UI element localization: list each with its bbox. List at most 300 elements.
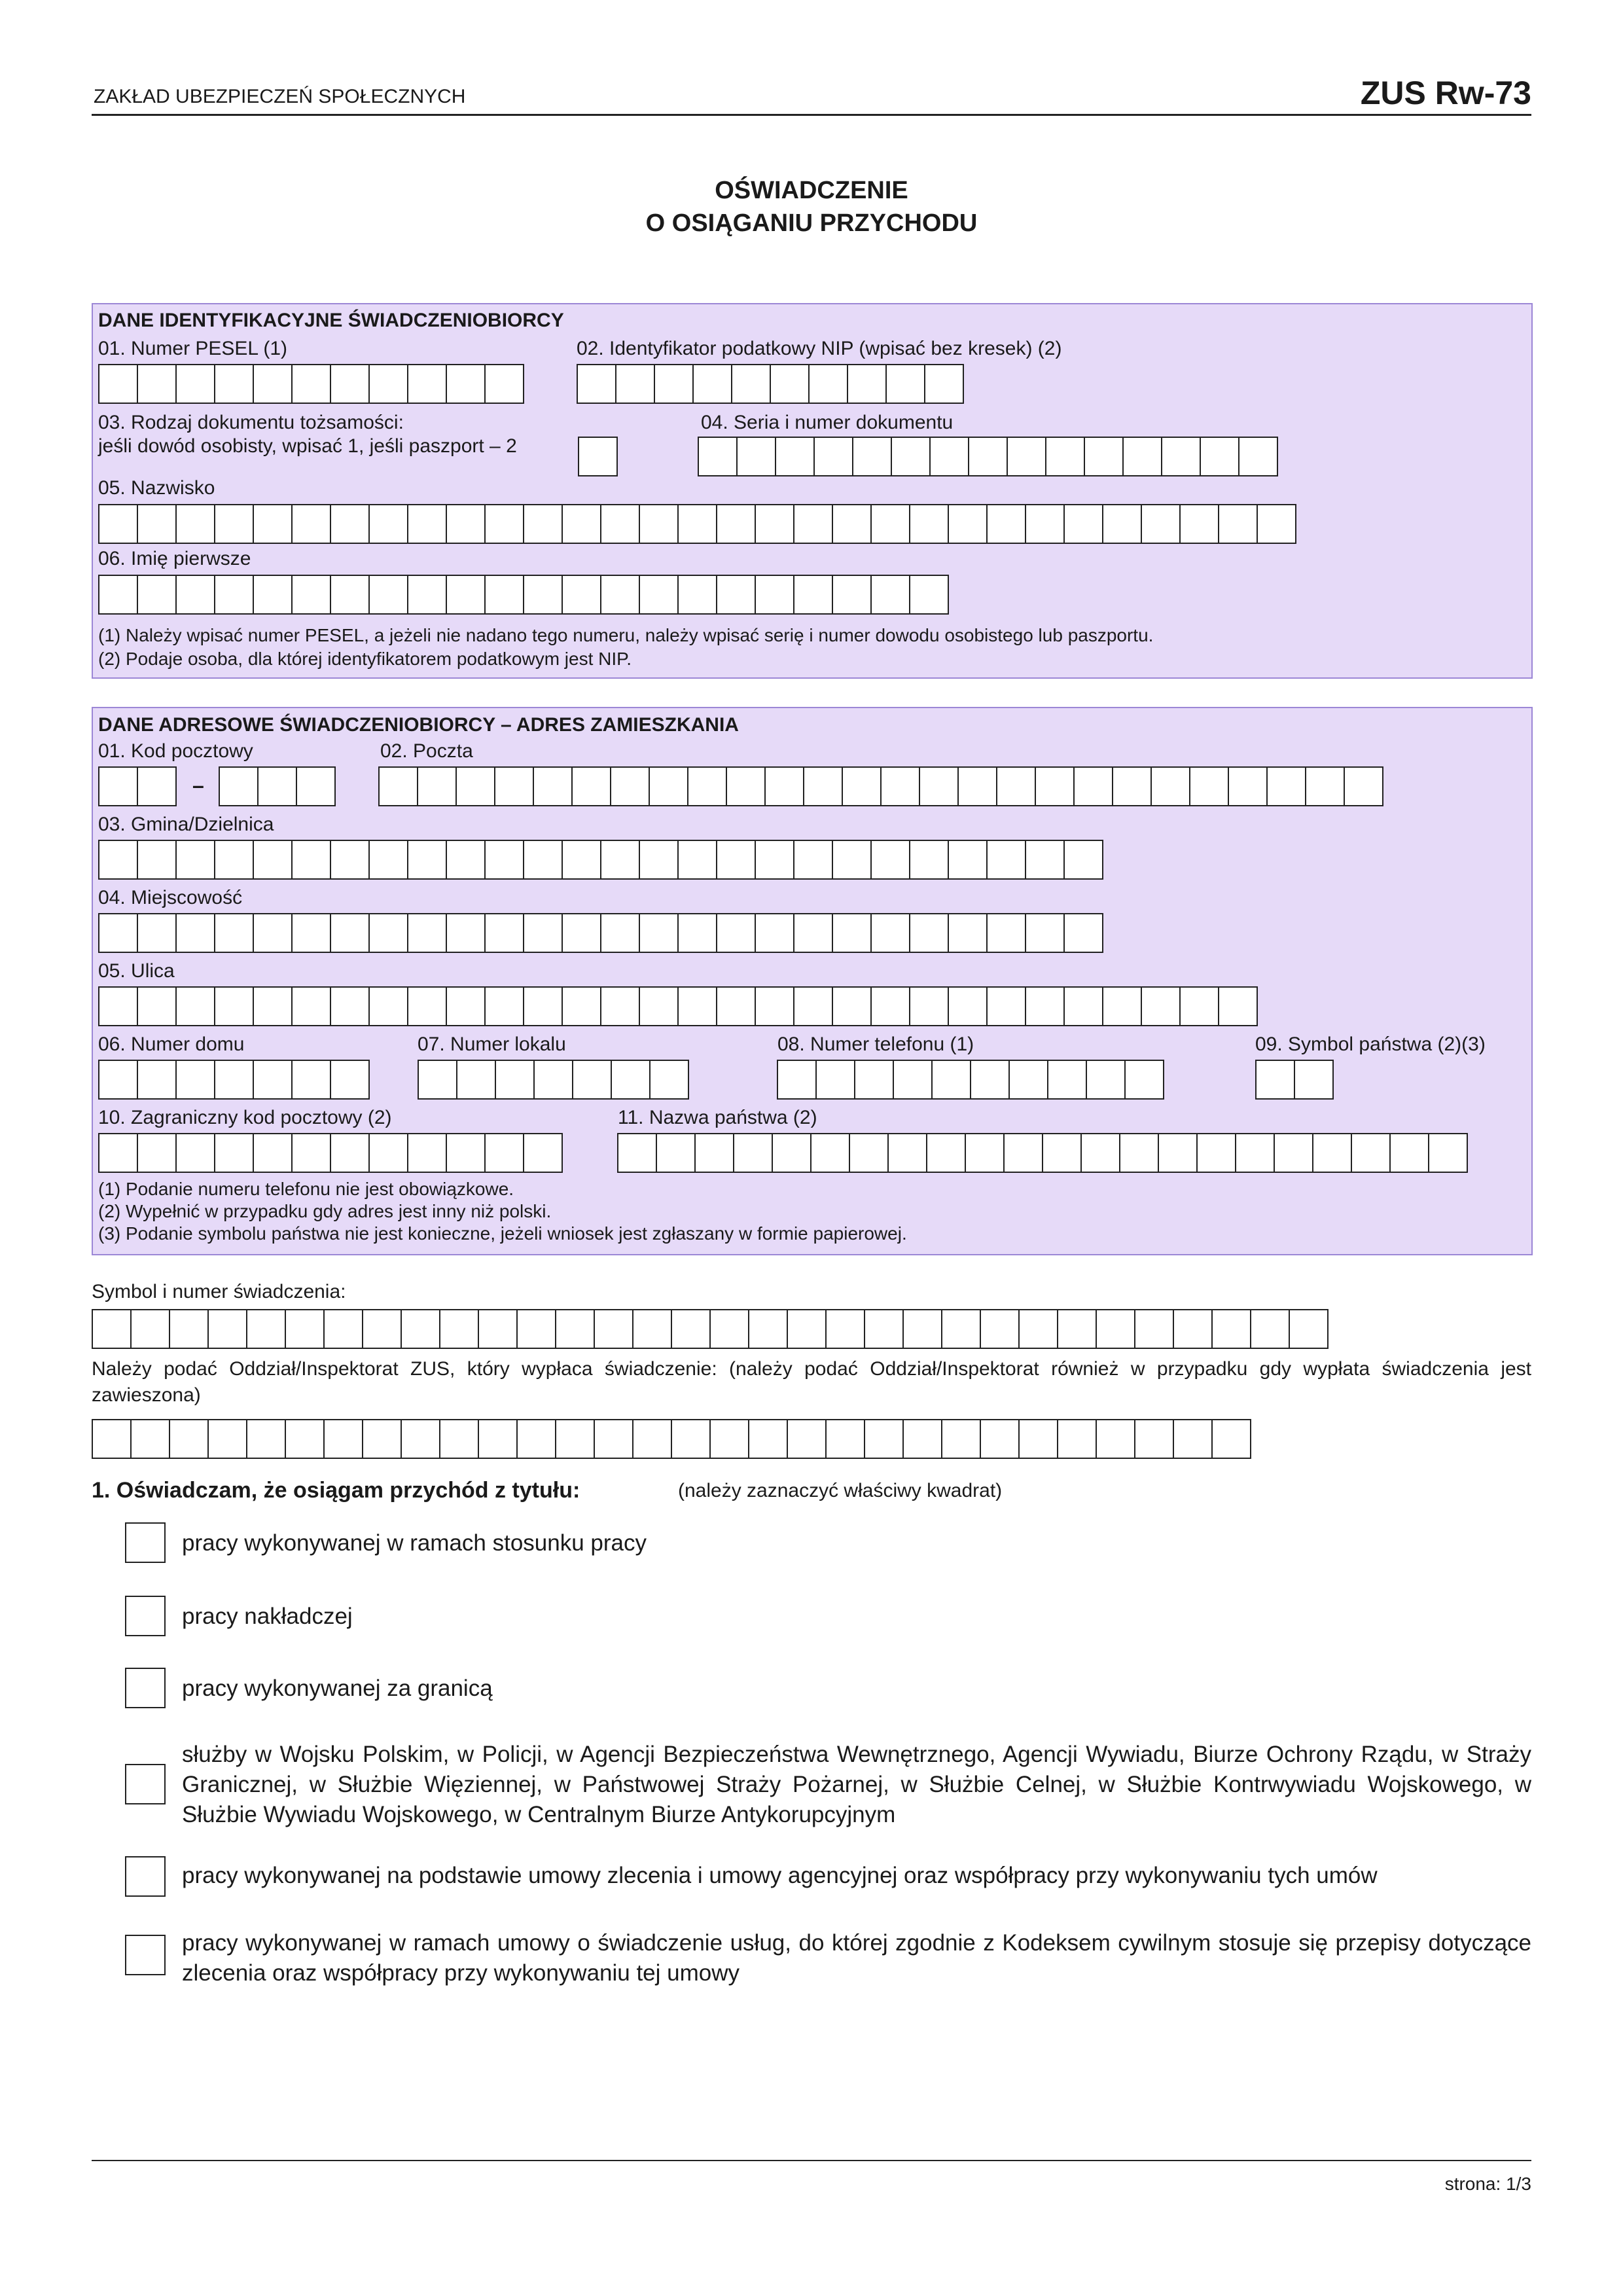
input-cell[interactable] <box>870 840 910 880</box>
input-cell[interactable] <box>755 504 794 544</box>
input-cell[interactable] <box>169 1309 209 1349</box>
input-cell[interactable] <box>793 575 833 615</box>
input-cell[interactable] <box>523 840 563 880</box>
input-cell[interactable] <box>968 437 1008 476</box>
input-cell[interactable] <box>484 364 524 404</box>
input-cell[interactable] <box>864 1309 904 1349</box>
input-cell[interactable] <box>330 986 370 1026</box>
input-cell[interactable] <box>130 1309 170 1349</box>
input-cell[interactable] <box>1389 1133 1429 1173</box>
input-cell[interactable] <box>214 1133 254 1173</box>
input-cell[interactable] <box>893 1060 933 1100</box>
input-cell[interactable] <box>864 1419 904 1459</box>
input-cell[interactable] <box>1042 1133 1082 1173</box>
input-cell[interactable] <box>1189 766 1229 806</box>
input-cell[interactable] <box>175 575 215 615</box>
input-cell[interactable] <box>330 575 370 615</box>
input-cell[interactable] <box>986 913 1026 953</box>
input-cell[interactable] <box>694 1133 734 1173</box>
input-cell[interactable] <box>803 766 843 806</box>
input-cell[interactable] <box>577 364 616 404</box>
input-cell[interactable] <box>523 986 563 1026</box>
input-cell[interactable] <box>777 1060 817 1100</box>
input-cell[interactable] <box>137 575 177 615</box>
input-cell[interactable] <box>1057 1419 1097 1459</box>
input-cell[interactable] <box>478 1419 518 1459</box>
input-cell[interactable] <box>446 913 486 953</box>
input-cell[interactable] <box>1063 986 1103 1026</box>
input-cell[interactable] <box>1003 1133 1043 1173</box>
input-cell[interactable] <box>1025 986 1065 1026</box>
input-cell[interactable] <box>98 364 138 404</box>
input-cell[interactable] <box>755 840 794 880</box>
input-cell[interactable] <box>677 840 717 880</box>
input-cell[interactable] <box>709 1419 749 1459</box>
input-cell[interactable] <box>330 1060 370 1100</box>
input-cell[interactable] <box>716 504 756 544</box>
input-cell[interactable] <box>887 1133 927 1173</box>
input-cell[interactable] <box>1344 766 1383 806</box>
foreign-postcode-input[interactable] <box>98 1133 563 1173</box>
input-cell[interactable] <box>1228 766 1268 806</box>
input-cell[interactable] <box>611 1060 651 1100</box>
input-cell[interactable] <box>572 1060 612 1100</box>
input-cell[interactable] <box>787 1419 827 1459</box>
input-cell[interactable] <box>533 766 573 806</box>
input-cell[interactable] <box>726 766 766 806</box>
input-cell[interactable] <box>1124 1060 1164 1100</box>
input-cell[interactable] <box>849 1133 889 1173</box>
input-cell[interactable] <box>362 1419 402 1459</box>
input-cell[interactable] <box>98 1060 138 1100</box>
surname-input[interactable] <box>98 504 1296 544</box>
input-cell[interactable] <box>891 437 931 476</box>
input-cell[interactable] <box>257 766 297 806</box>
input-cell[interactable] <box>716 840 756 880</box>
input-cell[interactable] <box>632 1419 672 1459</box>
input-cell[interactable] <box>137 1133 177 1173</box>
input-cell[interactable] <box>175 1060 215 1100</box>
input-cell[interactable] <box>1235 1133 1275 1173</box>
country-symbol-input[interactable] <box>1255 1060 1334 1100</box>
input-cell[interactable] <box>562 504 601 544</box>
input-cell[interactable] <box>439 1419 479 1459</box>
input-cell[interactable] <box>253 364 293 404</box>
input-cell[interactable] <box>671 1419 711 1459</box>
input-cell[interactable] <box>330 1133 370 1173</box>
input-cell[interactable] <box>362 1309 402 1349</box>
input-cell[interactable] <box>253 504 293 544</box>
input-cell[interactable] <box>446 575 486 615</box>
input-cell[interactable] <box>1196 1133 1236 1173</box>
input-cell[interactable] <box>632 1309 672 1349</box>
input-cell[interactable] <box>1122 437 1162 476</box>
input-cell[interactable] <box>291 575 331 615</box>
input-cell[interactable] <box>931 1060 971 1100</box>
input-cell[interactable] <box>1086 1060 1126 1100</box>
input-cell[interactable] <box>368 913 408 953</box>
input-cell[interactable] <box>533 1060 573 1100</box>
input-cell[interactable] <box>870 986 910 1026</box>
input-cell[interactable] <box>639 840 679 880</box>
input-cell[interactable] <box>523 913 563 953</box>
input-cell[interactable] <box>1211 1309 1251 1349</box>
input-cell[interactable] <box>555 1309 595 1349</box>
input-cell[interactable] <box>495 1060 535 1100</box>
input-cell[interactable] <box>407 913 447 953</box>
locality-input[interactable] <box>98 913 1103 953</box>
input-cell[interactable] <box>175 504 215 544</box>
input-cell[interactable] <box>484 504 524 544</box>
input-cell[interactable] <box>1047 1060 1087 1100</box>
input-cell[interactable] <box>1266 766 1306 806</box>
input-cell[interactable] <box>1238 437 1278 476</box>
input-cell[interactable] <box>253 1060 293 1100</box>
input-cell[interactable] <box>330 364 370 404</box>
input-cell[interactable] <box>214 840 254 880</box>
input-cell[interactable] <box>775 437 815 476</box>
input-cell[interactable] <box>323 1309 363 1349</box>
input-cell[interactable] <box>562 575 601 615</box>
input-cell[interactable] <box>1255 1060 1295 1100</box>
input-cell[interactable] <box>770 364 810 404</box>
input-cell[interactable] <box>929 437 969 476</box>
input-cell[interactable] <box>175 840 215 880</box>
input-cell[interactable] <box>407 986 447 1026</box>
phone-input[interactable] <box>777 1060 1164 1100</box>
input-cell[interactable] <box>446 986 486 1026</box>
input-cell[interactable] <box>407 504 447 544</box>
input-cell[interactable] <box>649 1060 689 1100</box>
input-cell[interactable] <box>285 1309 325 1349</box>
input-cell[interactable] <box>246 1309 286 1349</box>
input-cell[interactable] <box>716 913 756 953</box>
input-cell[interactable] <box>484 1133 524 1173</box>
input-cell[interactable] <box>825 1419 865 1459</box>
input-cell[interactable] <box>456 1060 496 1100</box>
input-cell[interactable] <box>523 575 563 615</box>
input-cell[interactable] <box>909 986 949 1026</box>
input-cell[interactable] <box>439 1309 479 1349</box>
input-cell[interactable] <box>137 1060 177 1100</box>
input-cell[interactable] <box>731 364 771 404</box>
input-cell[interactable] <box>407 840 447 880</box>
input-cell[interactable] <box>368 986 408 1026</box>
input-cell[interactable] <box>1257 504 1296 544</box>
input-cell[interactable] <box>291 364 331 404</box>
input-cell[interactable] <box>368 840 408 880</box>
input-cell[interactable] <box>1150 766 1190 806</box>
flat-number-input[interactable] <box>418 1060 689 1100</box>
input-cell[interactable] <box>484 986 524 1026</box>
input-cell[interactable] <box>1351 1133 1391 1173</box>
input-cell[interactable] <box>253 1133 293 1173</box>
input-cell[interactable] <box>617 1133 657 1173</box>
input-cell[interactable] <box>755 575 794 615</box>
input-cell[interactable] <box>1025 504 1065 544</box>
input-cell[interactable] <box>401 1309 440 1349</box>
input-cell[interactable] <box>948 913 988 953</box>
input-cell[interactable] <box>484 575 524 615</box>
input-cell[interactable] <box>98 504 138 544</box>
nip-input[interactable] <box>577 364 964 404</box>
input-cell[interactable] <box>594 1419 633 1459</box>
input-cell[interactable] <box>656 1133 696 1173</box>
input-cell[interactable] <box>854 1060 894 1100</box>
input-cell[interactable] <box>1200 437 1240 476</box>
input-cell[interactable] <box>562 986 601 1026</box>
postcode-part1-input[interactable] <box>98 766 177 806</box>
input-cell[interactable] <box>446 364 486 404</box>
input-cell[interactable] <box>98 575 138 615</box>
input-cell[interactable] <box>870 913 910 953</box>
input-cell[interactable] <box>1173 1309 1213 1349</box>
input-cell[interactable] <box>291 504 331 544</box>
input-cell[interactable] <box>407 364 447 404</box>
input-cell[interactable] <box>253 575 293 615</box>
input-cell[interactable] <box>832 986 872 1026</box>
input-cell[interactable] <box>484 913 524 953</box>
input-cell[interactable] <box>615 364 655 404</box>
input-cell[interactable] <box>214 504 254 544</box>
input-cell[interactable] <box>941 1419 981 1459</box>
input-cell[interactable] <box>330 504 370 544</box>
input-cell[interactable] <box>1173 1419 1213 1459</box>
input-cell[interactable] <box>523 1133 563 1173</box>
country-name-input[interactable] <box>617 1133 1468 1173</box>
input-cell[interactable] <box>571 766 611 806</box>
input-cell[interactable] <box>716 986 756 1026</box>
input-cell[interactable] <box>169 1419 209 1459</box>
input-cell[interactable] <box>793 913 833 953</box>
input-cell[interactable] <box>649 766 688 806</box>
input-cell[interactable] <box>494 766 534 806</box>
input-cell[interactable] <box>755 913 794 953</box>
input-cell[interactable] <box>1218 504 1258 544</box>
input-cell[interactable] <box>446 1133 486 1173</box>
input-cell[interactable] <box>948 986 988 1026</box>
input-cell[interactable] <box>253 840 293 880</box>
input-cell[interactable] <box>748 1419 788 1459</box>
input-cell[interactable] <box>793 504 833 544</box>
input-cell[interactable] <box>1007 437 1046 476</box>
input-cell[interactable] <box>1025 840 1065 880</box>
input-cell[interactable] <box>455 766 495 806</box>
input-cell[interactable] <box>870 504 910 544</box>
input-cell[interactable] <box>787 1309 827 1349</box>
input-cell[interactable] <box>207 1419 247 1459</box>
input-cell[interactable] <box>600 504 640 544</box>
input-cell[interactable] <box>1057 1309 1097 1349</box>
input-cell[interactable] <box>970 1060 1010 1100</box>
input-cell[interactable] <box>832 913 872 953</box>
input-cell[interactable] <box>909 913 949 953</box>
input-cell[interactable] <box>98 986 138 1026</box>
input-cell[interactable] <box>986 504 1026 544</box>
input-cell[interactable] <box>815 1060 855 1100</box>
input-cell[interactable] <box>368 364 408 404</box>
doc-number-input[interactable] <box>698 437 1278 476</box>
input-cell[interactable] <box>253 913 293 953</box>
input-cell[interactable] <box>407 1133 447 1173</box>
input-cell[interactable] <box>832 840 872 880</box>
input-cell[interactable] <box>600 913 640 953</box>
benefit-symbol-input[interactable] <box>92 1309 1329 1349</box>
option-service-checkbox[interactable] <box>125 1764 166 1804</box>
input-cell[interactable] <box>736 437 776 476</box>
input-cell[interactable] <box>847 364 887 404</box>
input-cell[interactable] <box>446 504 486 544</box>
input-cell[interactable] <box>1008 1060 1048 1100</box>
input-cell[interactable] <box>902 1419 942 1459</box>
doc-type-input[interactable] <box>578 437 618 476</box>
input-cell[interactable] <box>808 364 848 404</box>
input-cell[interactable] <box>378 766 418 806</box>
input-cell[interactable] <box>919 766 959 806</box>
input-cell[interactable] <box>1428 1133 1468 1173</box>
input-cell[interactable] <box>417 766 457 806</box>
input-cell[interactable] <box>1312 1133 1352 1173</box>
input-cell[interactable] <box>368 1133 408 1173</box>
input-cell[interactable] <box>909 575 949 615</box>
input-cell[interactable] <box>594 1309 633 1349</box>
input-cell[interactable] <box>1045 437 1085 476</box>
option-mandate-checkbox[interactable] <box>125 1856 166 1897</box>
input-cell[interactable] <box>1084 437 1124 476</box>
street-input[interactable] <box>98 986 1258 1026</box>
input-cell[interactable] <box>1305 766 1345 806</box>
input-cell[interactable] <box>323 1419 363 1459</box>
input-cell[interactable] <box>772 1133 812 1173</box>
input-cell[interactable] <box>1025 913 1065 953</box>
input-cell[interactable] <box>98 913 138 953</box>
input-cell[interactable] <box>842 766 882 806</box>
input-cell[interactable] <box>1096 1419 1135 1459</box>
input-cell[interactable] <box>986 840 1026 880</box>
input-cell[interactable] <box>1274 1133 1313 1173</box>
input-cell[interactable] <box>296 766 336 806</box>
input-cell[interactable] <box>980 1309 1020 1349</box>
input-cell[interactable] <box>92 1309 132 1349</box>
input-cell[interactable] <box>1289 1309 1329 1349</box>
input-cell[interactable] <box>793 986 833 1026</box>
input-cell[interactable] <box>562 913 601 953</box>
input-cell[interactable] <box>825 1309 865 1349</box>
input-cell[interactable] <box>610 766 650 806</box>
input-cell[interactable] <box>1179 504 1219 544</box>
input-cell[interactable] <box>175 1133 215 1173</box>
input-cell[interactable] <box>98 766 138 806</box>
input-cell[interactable] <box>446 840 486 880</box>
input-cell[interactable] <box>957 766 997 806</box>
input-cell[interactable] <box>716 575 756 615</box>
option-abroad-checkbox[interactable] <box>125 1668 166 1708</box>
input-cell[interactable] <box>698 437 738 476</box>
input-cell[interactable] <box>832 504 872 544</box>
input-cell[interactable] <box>880 766 920 806</box>
input-cell[interactable] <box>986 986 1026 1026</box>
option-services-contract-checkbox[interactable] <box>125 1935 166 1975</box>
input-cell[interactable] <box>555 1419 595 1459</box>
input-cell[interactable] <box>671 1309 711 1349</box>
input-cell[interactable] <box>902 1309 942 1349</box>
input-cell[interactable] <box>733 1133 773 1173</box>
input-cell[interactable] <box>692 364 732 404</box>
first-name-input[interactable] <box>98 575 949 615</box>
input-cell[interactable] <box>291 840 331 880</box>
input-cell[interactable] <box>401 1419 440 1459</box>
input-cell[interactable] <box>137 913 177 953</box>
input-cell[interactable] <box>1161 437 1201 476</box>
input-cell[interactable] <box>600 840 640 880</box>
input-cell[interactable] <box>407 575 447 615</box>
input-cell[interactable] <box>1141 986 1181 1026</box>
input-cell[interactable] <box>418 1060 457 1100</box>
input-cell[interactable] <box>368 575 408 615</box>
input-cell[interactable] <box>368 504 408 544</box>
input-cell[interactable] <box>1141 504 1181 544</box>
input-cell[interactable] <box>832 575 872 615</box>
input-cell[interactable] <box>709 1309 749 1349</box>
input-cell[interactable] <box>926 1133 966 1173</box>
input-cell[interactable] <box>885 364 925 404</box>
pesel-input[interactable] <box>98 364 524 404</box>
input-cell[interactable] <box>291 1133 331 1173</box>
input-cell[interactable] <box>748 1309 788 1349</box>
input-cell[interactable] <box>948 504 988 544</box>
input-cell[interactable] <box>175 364 215 404</box>
input-cell[interactable] <box>870 575 910 615</box>
input-cell[interactable] <box>214 364 254 404</box>
input-cell[interactable] <box>98 1133 138 1173</box>
input-cell[interactable] <box>810 1133 850 1173</box>
input-cell[interactable] <box>1211 1419 1251 1459</box>
input-cell[interactable] <box>330 840 370 880</box>
input-cell[interactable] <box>175 913 215 953</box>
input-cell[interactable] <box>639 913 679 953</box>
input-cell[interactable] <box>1134 1419 1174 1459</box>
input-cell[interactable] <box>214 1060 254 1100</box>
input-cell[interactable] <box>516 1309 556 1349</box>
input-cell[interactable] <box>214 913 254 953</box>
input-cell[interactable] <box>137 766 177 806</box>
input-cell[interactable] <box>1134 1309 1174 1349</box>
input-cell[interactable] <box>639 504 679 544</box>
input-cell[interactable] <box>1018 1419 1058 1459</box>
input-cell[interactable] <box>677 575 717 615</box>
post-office-input[interactable] <box>378 766 1383 806</box>
input-cell[interactable] <box>1063 913 1103 953</box>
input-cell[interactable] <box>92 1419 132 1459</box>
input-cell[interactable] <box>175 986 215 1026</box>
input-cell[interactable] <box>1063 504 1103 544</box>
input-cell[interactable] <box>677 913 717 953</box>
commune-input[interactable] <box>98 840 1103 880</box>
input-cell[interactable] <box>654 364 694 404</box>
input-cell[interactable] <box>214 575 254 615</box>
input-cell[interactable] <box>941 1309 981 1349</box>
input-cell[interactable] <box>1102 504 1142 544</box>
input-cell[interactable] <box>214 986 254 1026</box>
input-cell[interactable] <box>137 504 177 544</box>
input-cell[interactable] <box>478 1309 518 1349</box>
input-cell[interactable] <box>98 840 138 880</box>
input-cell[interactable] <box>291 913 331 953</box>
input-cell[interactable] <box>677 504 717 544</box>
input-cell[interactable] <box>1119 1133 1159 1173</box>
input-cell[interactable] <box>755 986 794 1026</box>
input-cell[interactable] <box>1218 986 1258 1026</box>
